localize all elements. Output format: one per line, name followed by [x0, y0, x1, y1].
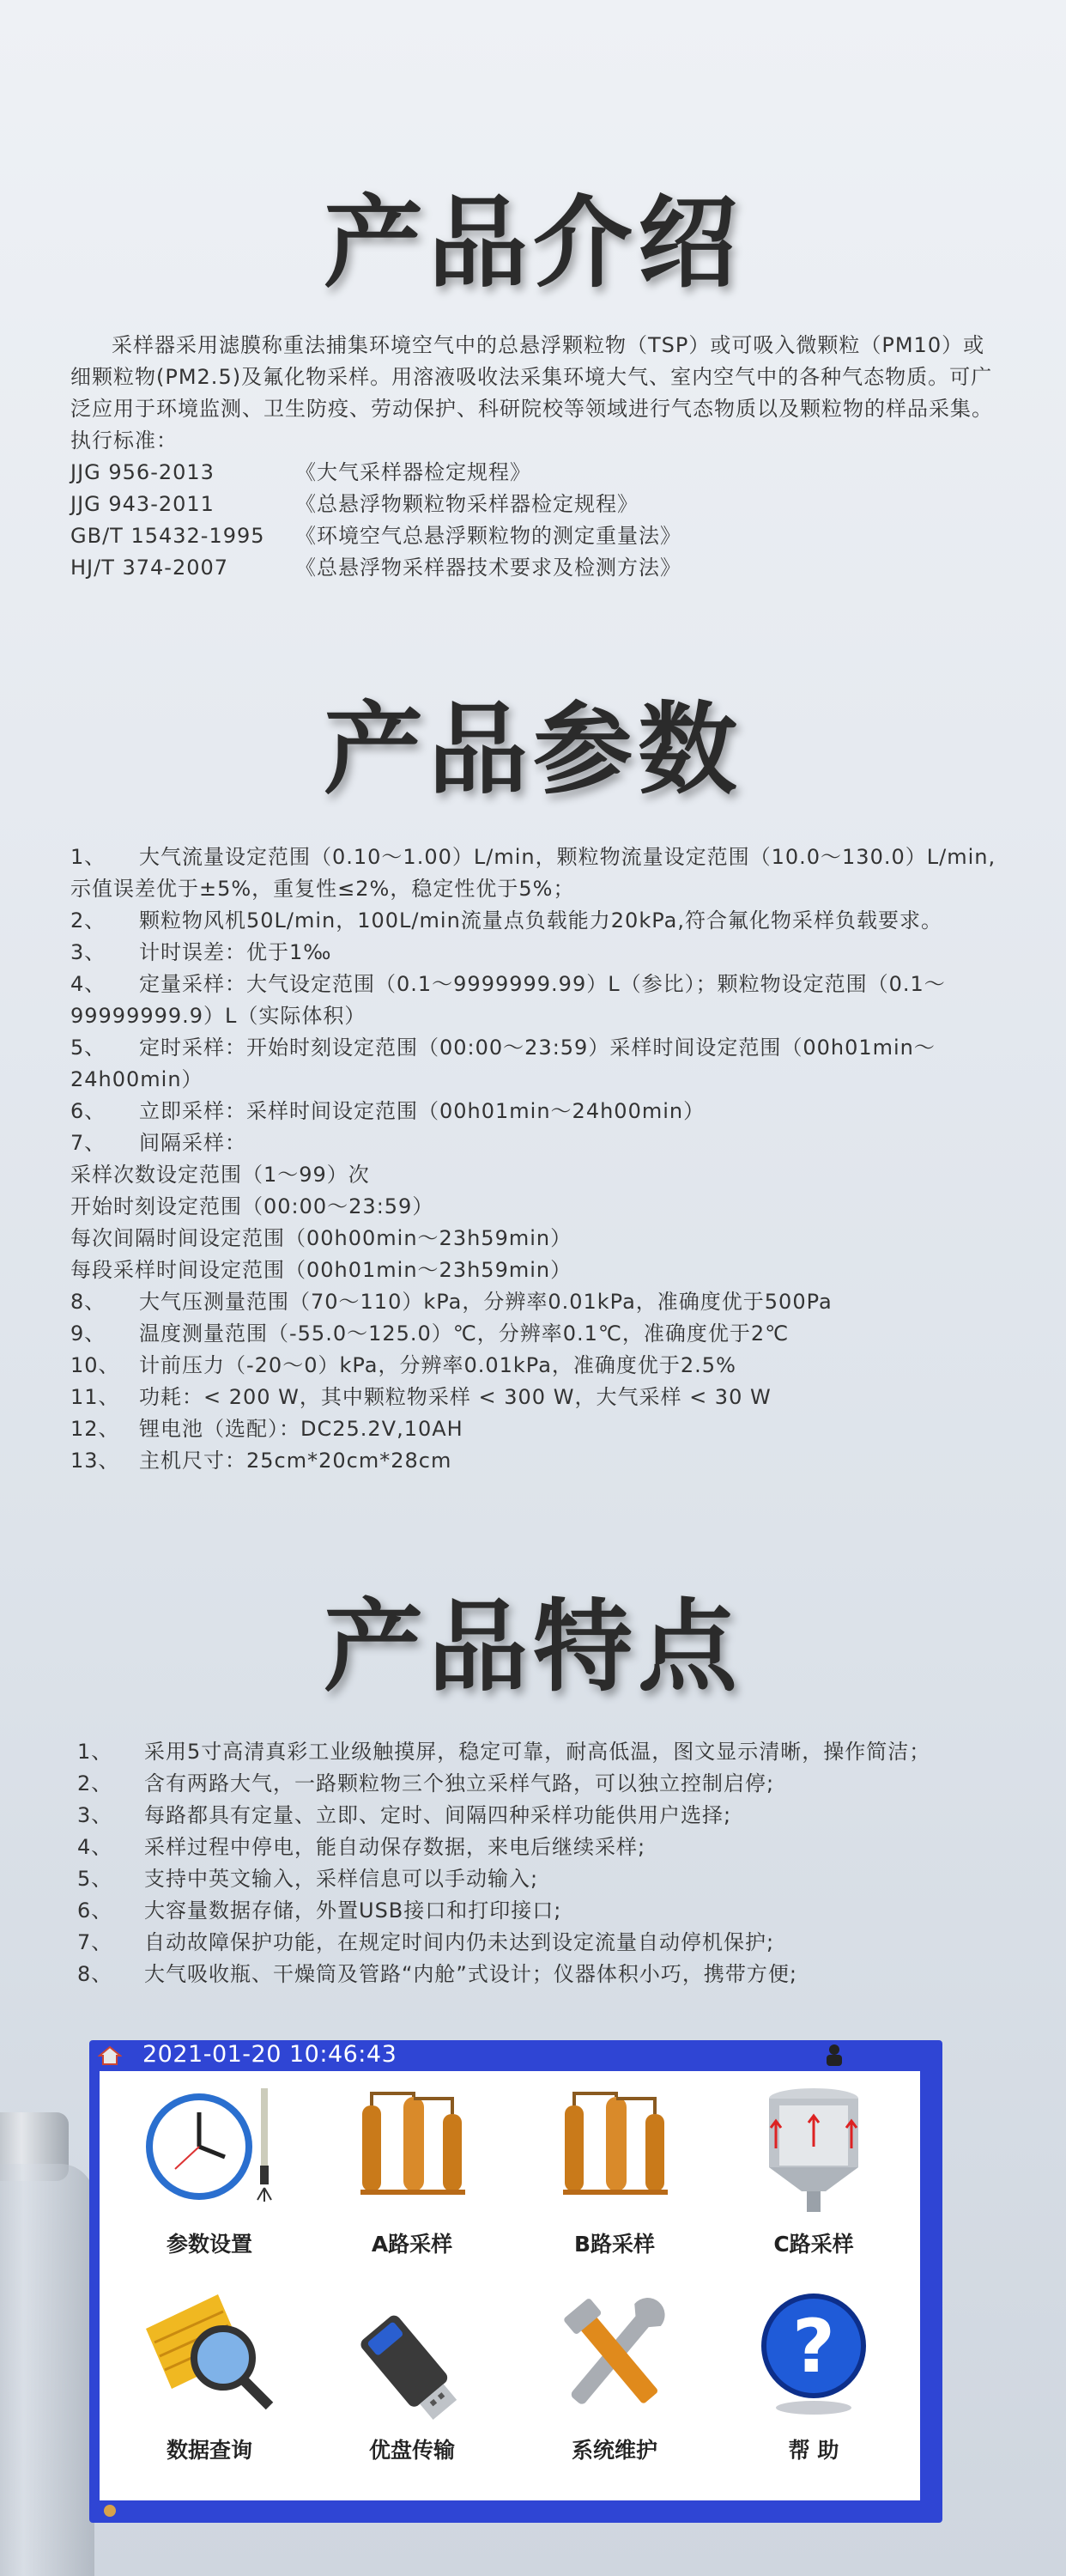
tile-data-query[interactable]: [115, 2286, 304, 2492]
feature-item: [77, 1768, 1004, 1800]
param-text: 温度测量范围（-55.0～125.0）℃，分辨率0.1℃，准确度优于2℃: [139, 1321, 790, 1346]
param-text: 计前压力（-20～0）kPa，分辨率0.01kPa，准确度优于2.5%: [139, 1353, 736, 1377]
param-number: 6、: [70, 1099, 106, 1123]
tile-label: 参数设置: [166, 2232, 252, 2257]
param-number: 7、: [70, 1131, 106, 1155]
tile-label: B路采样: [573, 2232, 656, 2257]
standard-name: 《大气采样器检定规程》: [295, 460, 531, 484]
features-list: [77, 1736, 1004, 1990]
feature-item: [77, 1959, 1004, 1990]
tile-label: C路采样: [773, 2232, 854, 2257]
standards-label: 执行标准：: [70, 428, 178, 453]
feature-item: [77, 1832, 1004, 1863]
clock-icon: [141, 2080, 278, 2217]
param-text: 主机尺寸：25cm*20cm*28cm: [139, 1449, 452, 1473]
param-item: [70, 969, 997, 1032]
intro-title: 产品介绍: [324, 185, 742, 301]
param-text: 功耗：< 200 W，其中颗粒物采样 < 300 W，大气采样 < 30 W: [139, 1385, 772, 1409]
status-dot-icon: [101, 2502, 118, 2519]
param-number: 11、: [70, 1385, 120, 1409]
particle-sampler-icon: [745, 2080, 882, 2217]
device-screen: [89, 2040, 942, 2523]
feature-item: [77, 1800, 1004, 1832]
param-subitem: 每次间隔时间设定范围（00h00min～23h59min）: [70, 1226, 572, 1250]
standard-name: 《总悬浮物采样器技术要求及检测方法》: [295, 556, 681, 580]
standard-row: [70, 520, 997, 552]
feature-number: 6、: [77, 1899, 113, 1923]
help-icon: [745, 2286, 882, 2423]
screen-panel: [100, 2071, 920, 2500]
param-text: 大气压测量范围（70～110）kPa，分辨率0.01kPa，准确度优于500Pa: [139, 1290, 833, 1314]
param-text: 计时误差：优于1‰: [139, 940, 332, 964]
param-text: 锂电池（选配）：DC25.2V,10AH: [139, 1417, 463, 1441]
svg-text:?: ?: [792, 2304, 835, 2390]
feature-item: [77, 1895, 1004, 1927]
param-number: 4、: [70, 972, 106, 996]
param-text: 颗粒物风机50L/min，100L/min流量点负载能力20kPa,符合氟化物采样负载要求。: [139, 908, 942, 933]
feature-text: 含有两路大气，一路颗粒物三个独立采样气路，可以独立控制启停;: [144, 1771, 775, 1795]
param-item: [70, 841, 997, 905]
param-item: [70, 1127, 997, 1159]
param-text: 定时采样：开始时刻设定范围（00:00～23:59）采样时间设定范围（00h01min～24h00min）: [70, 1036, 936, 1091]
home-icon[interactable]: [98, 2045, 122, 2066]
params-title: 产品参数: [324, 692, 742, 808]
param-number: 12、: [70, 1417, 120, 1441]
standard-row: [70, 552, 997, 584]
standard-code: JJG 943-2011: [70, 492, 215, 516]
feature-number: 1、: [77, 1740, 113, 1764]
standard-code: GB/T 15432-1995: [70, 524, 265, 548]
param-number: 10、: [70, 1353, 120, 1377]
intro-block: [70, 330, 997, 584]
absorption-bottle-icon: [546, 2080, 683, 2217]
intro-paragraph: 采样器采用滤膜称重法捕集环境空气中的总悬浮颗粒物（TSP）或可吸入微颗粒（PM10）或细颗粒物(PM2.5)及氟化物采样。用溶液吸收法采集环境大气、室内空气中的各种气态物质。可广泛应用于环境监测、卫生防疫、劳动保护、科研院校等领域进行气态物质以及颗粒物的样品采集。: [70, 333, 993, 421]
feature-number: 2、: [77, 1771, 113, 1795]
param-item: [70, 1413, 997, 1445]
feature-number: 4、: [77, 1835, 113, 1859]
absorption-bottle-icon: [343, 2080, 481, 2217]
screen-status-bar: [89, 2040, 942, 2069]
feature-text: 采样过程中停电，能自动保存数据，来电后继续采样;: [144, 1835, 646, 1859]
feature-text: 大气吸收瓶、干燥筒及管路“内舱”式设计；仪器体积小巧，携带方便;: [144, 1962, 797, 1986]
bottle-decoration: [0, 2164, 94, 2576]
param-item: [70, 1318, 997, 1350]
standard-row: [70, 489, 997, 520]
feature-item: [77, 1736, 1004, 1768]
standard-code: HJ/T 374-2007: [70, 556, 229, 580]
tile-label: 系统维护: [571, 2438, 657, 2463]
tile-route-c[interactable]: [719, 2080, 908, 2286]
param-number: 1、: [70, 845, 106, 869]
param-subitem: 每段采样时间设定范围（00h01min～23h59min）: [70, 1258, 572, 1282]
param-item: [70, 937, 997, 969]
tile-params-settings[interactable]: [115, 2080, 304, 2286]
param-number: 8、: [70, 1290, 106, 1314]
param-text: 定量采样：大气设定范围（0.1～9999999.99）L（参比）；颗粒物设定范围（0.1～99999999.9）L（实际体积）: [70, 972, 946, 1028]
tile-label: 优盘传输: [368, 2438, 455, 2463]
user-icon[interactable]: [822, 2042, 846, 2068]
param-item: [70, 1350, 997, 1382]
feature-number: 5、: [77, 1867, 113, 1891]
param-item: [70, 1096, 997, 1127]
standard-name: 《总悬浮物颗粒物采样器检定规程》: [295, 492, 639, 516]
param-text: 大气流量设定范围（0.10～1.00）L/min，颗粒物流量设定范围（10.0～130.0）L/min,示值误差优于±5%，重复性≤2%，稳定性优于5%；: [70, 845, 996, 901]
feature-item: [77, 1863, 1004, 1895]
tile-label: 帮 助: [788, 2438, 839, 2463]
feature-text: 支持中英文输入，采样信息可以手动输入;: [144, 1867, 539, 1891]
feature-number: 7、: [77, 1930, 113, 1954]
tools-icon: [546, 2286, 683, 2423]
param-text: 立即采样：采样时间设定范围（00h01min～24h00min）: [139, 1099, 706, 1123]
param-item: [70, 905, 997, 937]
param-item: [70, 1286, 997, 1318]
usb-drive-icon: [343, 2286, 481, 2423]
feature-text: 自动故障保护功能，在规定时间内仍未达到设定流量自动停机保护;: [144, 1930, 775, 1954]
feature-number: 8、: [77, 1962, 113, 1986]
param-number: 2、: [70, 908, 106, 933]
tile-system-maintenance[interactable]: [520, 2286, 709, 2492]
param-number: 3、: [70, 940, 106, 964]
feature-item: [77, 1927, 1004, 1959]
params-list: [70, 841, 997, 1477]
tile-label: 数据查询: [166, 2438, 252, 2463]
tile-route-b[interactable]: [520, 2080, 709, 2286]
feature-text: 大容量数据存储，外置USB接口和打印接口;: [144, 1899, 562, 1923]
tile-label: A路采样: [371, 2232, 453, 2257]
standard-row: [70, 457, 997, 489]
param-item: [70, 1382, 997, 1413]
standard-code: JJG 956-2013: [70, 460, 215, 484]
feature-text: 每路都具有定量、立即、定时、间隔四种采样功能供用户选择;: [144, 1803, 732, 1827]
screen-datetime: 2021-01-20 10:46:43: [142, 2041, 397, 2068]
param-number: 5、: [70, 1036, 106, 1060]
feature-text: 采用5寸高清真彩工业级触摸屏，稳定可靠，耐高低温，图文显示清晰，操作简洁；: [144, 1740, 931, 1764]
features-title: 产品特点: [324, 1589, 742, 1705]
tile-route-a[interactable]: [318, 2080, 506, 2286]
feature-number: 3、: [77, 1803, 113, 1827]
param-subitem: 采样次数设定范围（1～99）次: [70, 1163, 370, 1187]
param-subitem: 开始时刻设定范围（00:00～23:59）: [70, 1194, 434, 1218]
standard-name: 《环境空气总悬浮颗粒物的测定重量法》: [295, 524, 681, 548]
param-item: [70, 1445, 997, 1477]
tile-help[interactable]: [719, 2286, 908, 2492]
param-number: 9、: [70, 1321, 106, 1346]
param-item: [70, 1032, 997, 1096]
tile-usb-transfer[interactable]: [318, 2286, 506, 2492]
param-text: 间隔采样：: [139, 1131, 246, 1155]
param-number: 13、: [70, 1449, 120, 1473]
magnifier-icon: [141, 2286, 278, 2423]
